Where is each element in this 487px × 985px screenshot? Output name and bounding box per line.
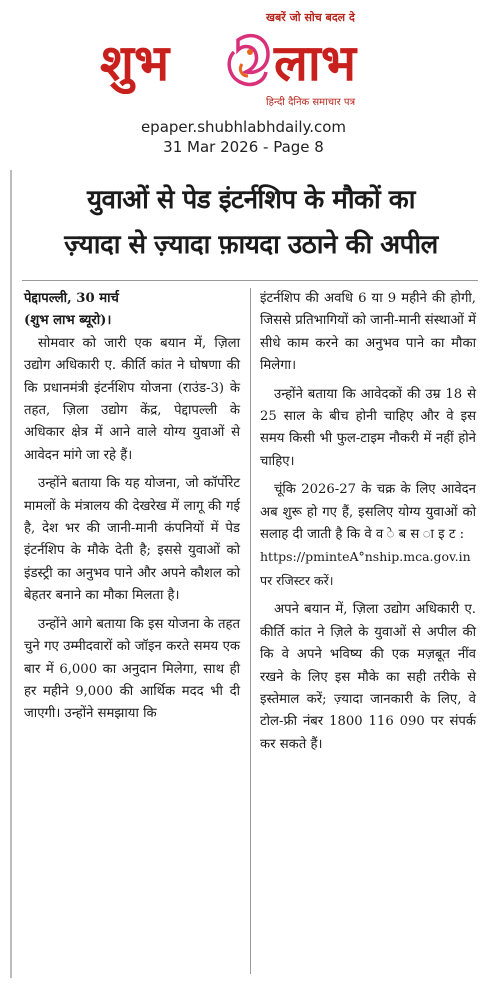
paragraph: उन्होंने बताया कि यह योजना, जो कॉर्पोरेट मामलों के मंत्रालय की देखरेख में लागू की गई है, देश भर की जानी-मानी कंपनियों में पेड इंटर्नशिप के मौके देती है; इससे युवाओं को इंडस्ट्री का अनुभव पाने और अपने कौशल को बेहतर बनाने का मौका मिलता है। [24,476,240,604]
paragraph [260,546,476,593]
brand-logo [100,24,390,94]
source-url: epaper.shubhlabhdaily.com [140,118,347,136]
masthead [96,10,392,112]
paragraph: उन्होंने आगे बताया कि इस योजना के तहत चुने गए उम्मीदवारों को जॉइन करते समय एक बार में 6,000 का अनुदान मिलेगा, साथ ही हर महीने 9,000 की आर्थिक मदद भी दी जाएगी। उन्होंने समझाया कि [24,616,240,722]
article-column-left [24,288,240,732]
masthead-tagline: खबरें जो सोच बदल दे [266,11,355,24]
article-headline [24,178,478,268]
paragraph: सोमवार को जारी एक बयान में, ज़िला उद्योग अधिकारी ए. कीर्ति कांत ने घोषणा की कि प्रधानमंत्री इंटर्नशिप योजना (राउंड-3) के तहत, ज़िला उद्योग केंद्र, पेद्दापल्ली के अधिकार क्षेत्र में आने वाले योग्य युवाओं से आवेदन मांगे जा रहे हैं। [24,335,240,463]
column-divider [250,288,251,974]
masthead-subtagline: हिन्दी दैनिक समाचार पत्र [266,97,356,108]
paragraph: अपने बयान में, ज़िला उद्योग अधिकारी ए. कीर्ति कांत ने ज़िले के युवाओं से अपील की कि वे अपने भविष्य की एक मज़बूत नींव रखने के लिए इस मौके का सही तरीके से इस्तेमाल करें; ज़्यादा जानकारी के लिए, वे टोल-फ्री नंबर 1800 116 090 पर संपर्क कर सकते हैं। [260,602,476,752]
paragraph: चूंकि 2026-27 के चक्र के लिए आवेदन अब शुरू हो गए हैं, इसलिए योग्य युवाओं को सलाह दी जाती है कि वे व े ब स ा इ ट : [260,482,476,543]
paragraph: उन्होंने बताया कि आवेदकों की उम्र 18 से 25 साल के बीच होनी चाहिए और वे इस समय किसी भी फुल-टाइम नौकरी में नहीं होने चाहिए। [260,386,476,469]
registration-url: https://pminteA°nship.mca.gov.in पर रजिस्टर करें। [260,549,471,588]
brand-right-text: लाभ [274,34,356,92]
paragraph: इंटर्नशिप की अवधि 6 या 9 महीने की होगी, जिससे प्रतिभागियों को जानी-मानी संस्थाओं में सीधे काम करने का अनुभव पाने का मौका मिलेगा। [260,291,476,374]
edition-date-page: 31 Mar 2026 - Page 8 [163,138,324,156]
article [10,170,480,978]
article-dateline: पेद्दापल्ली, 30 मार्च [24,291,119,306]
article-byline: (शुभ लाभ ब्यूरो)। [24,313,112,329]
headline-line-1: युवाओं से पेड इंटर्नशिप के मौकों का [86,185,416,215]
headline-divider [22,280,478,281]
ganesh-emblem-icon [229,36,268,85]
headline-line-2: ज़्यादा से ज़्यादा फ़ायदा उठाने की अपील [64,230,438,260]
brand-left-text: शुभ [100,34,170,92]
article-column-right [260,288,476,762]
